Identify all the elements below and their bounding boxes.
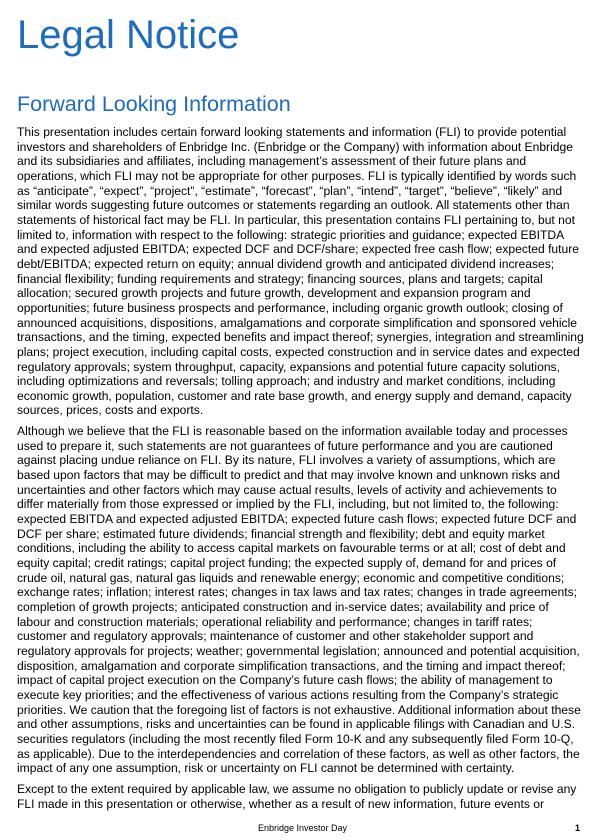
paragraph: This presentation includes certain forward looking statements and information (FLI) to provide potential investors and shareholders of Enbridge Inc. (Enbridge or the Company) with information about Enbridge and its subsidiaries and affiliates, including management’s assessment of their future plans and operations, which FLI may not be appropriate for other purposes. FLI is typically identified by words such as “anticipate”, “expect”, “project”, “estimate”, “forecast”, “plan”, “intend”, “target”, “believe”, “likely” and similar words suggesting future outcomes or statements regarding an outlook. All statements other than statements of historical fact may be FLI. In particular, this presentation contains FLI pertaining to, but not limited to, information with respect to the following: strategic priorities and guidance; expected EBITDA and expected adjusted EBITDA; expected DCF and DCF/share; expected free cash flow; expected future debt/EBITDA; expected return on equity; annual dividend growth and anticipated dividend increases; financial flexibility; funding requirements and strategy; financing sources, plans and targets; capital allocation; secured growth projects and future growth, development and expansion program and opportunities; future business prospects and performance, including organic growth outlook; closing of announced acquisitions, dispositions, amalgamations and corporate simplification and sponsored vehicle transactions, and the timing, expected benefits and impact thereof; synergies, integration and streamlining plans; project execution, including capital costs, expected construction and in service dates and expected regulatory approvals; system throughput, capacity, expansions and potential future capacity solutions, including optimizations and reversals; tolling approach; and industry and market conditions, including economic growth, population, customer and rate base growth, and energy supply and demand, capacity sources, prices, costs and exports. bbox=[17, 125, 584, 418]
page-title: Legal Notice bbox=[17, 13, 240, 57]
body-text bbox=[17, 125, 585, 817]
section-heading: Forward Looking Information bbox=[17, 92, 291, 116]
paragraph: Although we believe that the FLI is reasonable based on the information available today and processes used to prepare it, such statements are not guarantees of future performance and you are cautioned against placing undue reliance on FLI. By its nature, FLI involves a variety of assumptions, which are based upon factors that may be difficult to predict and that may involve known and unknown risks and uncertainties and other factors which may cause actual results, levels of activity and achievements to differ materially from those expressed or implied by the FLI, including, but not limited to, the following: expected EBITDA and expected adjusted EBITDA; expected future cash flows; expected future DCF and DCF per share; estimated future dividends; financial strength and flexibility; debt and equity market conditions, including the ability to access capital markets on favourable terms or at all; cost of debt and equity capital; credit ratings; capital project funding; the expected supply of, demand for and prices of crude oil, natural gas, natural gas liquids and renewable energy; economic and competitive conditions; exchange rates; inflation; interest rates; changes in tax laws and tax rates; changes in trade agreements; completion of growth projects; anticipated construction and in-service dates; availability and price of labour and construction materials; operational reliability and performance; changes in tariff rates; customer and regulatory approvals; maintenance of customer and other stakeholder support and regulatory approvals for projects; weather; governmental legislation; announced and potential acquisition, disposition, amalgamation and corporate simplification transactions, and the timing and impact thereof; impact of capital project execution on the Company’s future cash flows; the ability of management to execute key priorities; and the effectiveness of various actions resulting from the Company’s strategic priorities. We caution that the foregoing list of factors is not exhaustive. Additional information about these and other assumptions, risks and uncertainties can be found in applicable filings with Canadian and U.S. securities regulators (including the most recently filed Form 10-K and any subsequently filed Form 10-Q, as applicable). Due to the interdependencies and correlation of these factors, as well as other factors, the impact of any one assumption, risk or uncertainty on FLI cannot be determined with certainty. bbox=[17, 424, 581, 776]
paragraph: Except to the extent required by applicable law, we assume no obligation to publicly update or revise any FLI made in this presentation or otherwise, whether as a result of new information, future events or bbox=[17, 781, 577, 811]
page-number: 1 bbox=[574, 823, 580, 833]
footer-text: Enbridge Investor Day bbox=[257, 823, 348, 833]
